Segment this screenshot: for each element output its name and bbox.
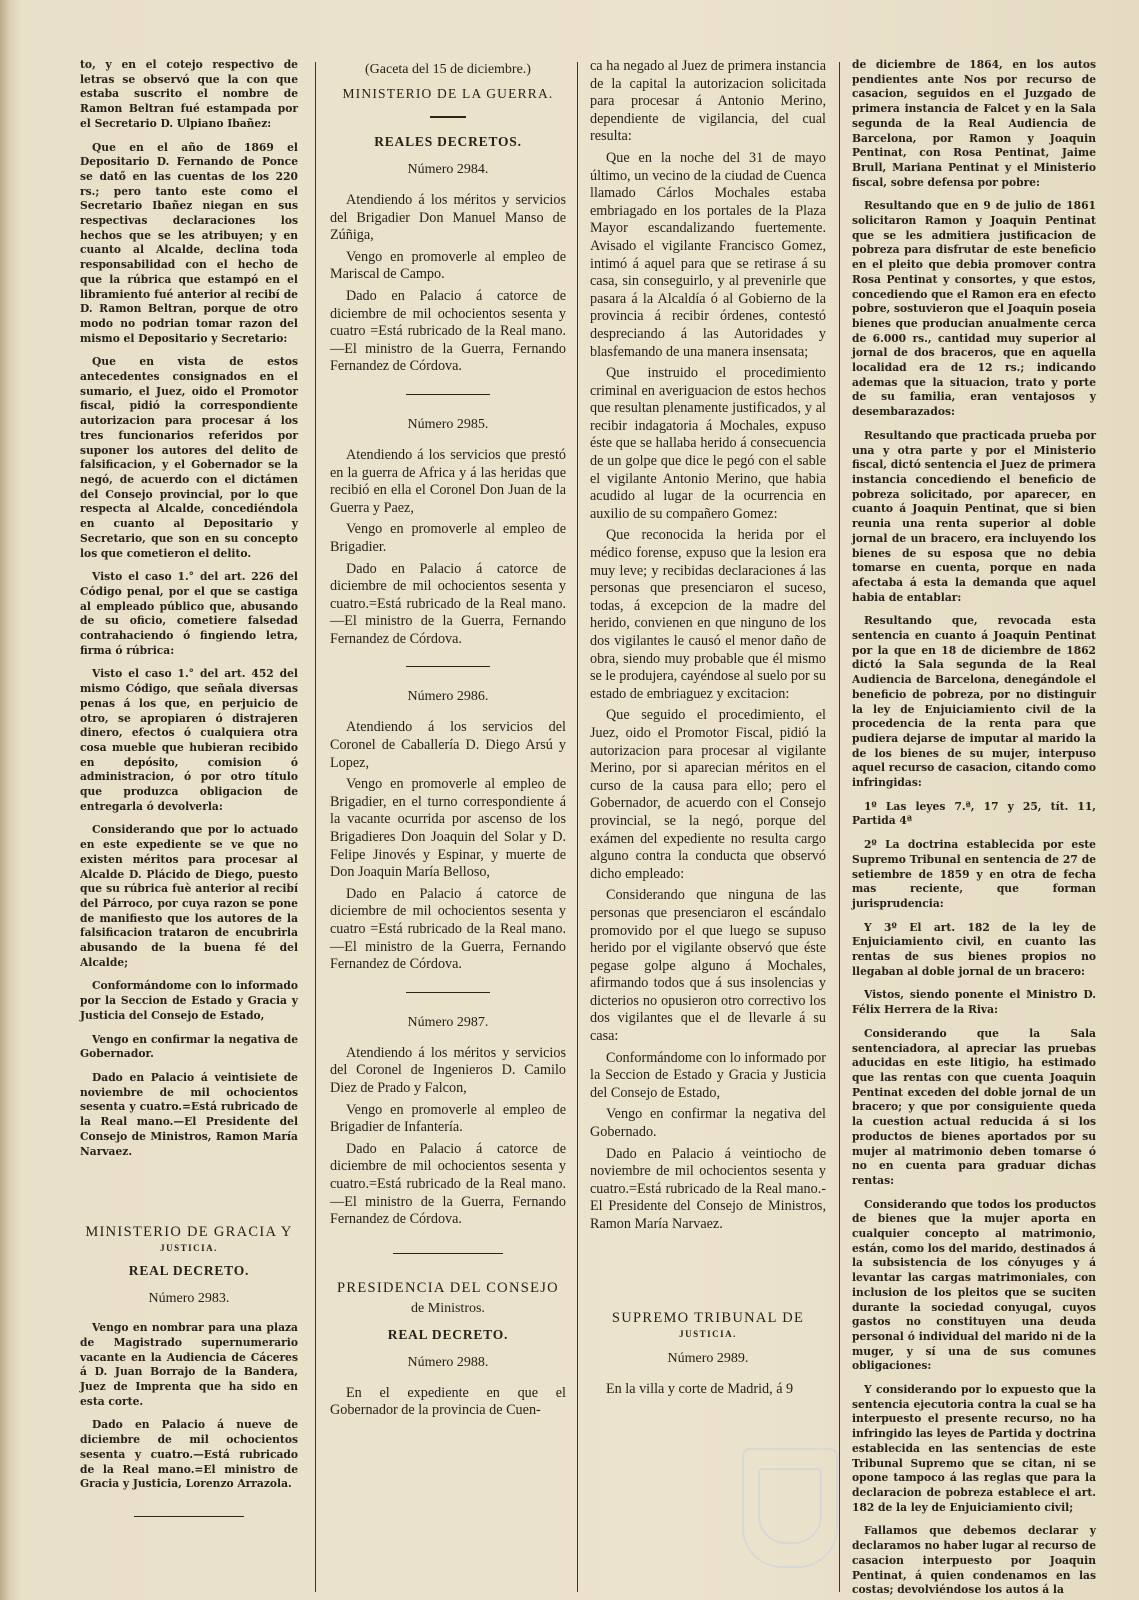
- paragraph: Visto el caso 1.° del art. 452 del mismo Código, que señala diversas penas á los que, en perjuicio de otro, se apropiaren ó distrajeren dinero, efectos ó cualquiera otra cosa mueble que hubieran recibido en depósito, comision ó administracion, ó por otro título que produzca obligacion de entregarla ó devolverla:: [80, 667, 298, 813]
- divider: [406, 992, 490, 993]
- spacer: [80, 1168, 298, 1210]
- gazette-date: de Ministros.: [411, 1300, 485, 1316]
- decree-heading: REALES DECRETOS.: [374, 134, 522, 149]
- divider: [393, 1253, 503, 1254]
- section-heading: SUPREMO TRIBUNAL DE: [611, 1309, 805, 1326]
- column-rule: [839, 62, 840, 1592]
- divider: [134, 1516, 244, 1517]
- paragraph: Atendiendo á los servicios del Coronel de Caballería D. Diego Arsú y Lopez,: [330, 719, 566, 771]
- divider: [406, 394, 490, 395]
- divider: [406, 666, 490, 667]
- paragraph: Vengo en promoverle al empleo de Brigadier.: [330, 521, 566, 555]
- paragraph: Dado en Palacio á catorce de diciembre de mil ochocientos sesenta y cuatro =Está rubricado de la Real mano.—El ministro de la Guerra, Fernando Fernandez de Córdova.: [330, 287, 566, 375]
- paragraph: Considerando que la Sala sentenciadora, al apreciar las pruebas aducidas en este litigio, ha estimado que las rentas con que cuenta Joaquin Pentinat exceden del doble jornal de un bracero; y que por consiguiente queda la cuestion actual reducida á si los productos de bienes aportados por su mujer al matrimonio deben tomarse ó no en cuenta para graduar dichas rentas:: [852, 1026, 1096, 1187]
- paragraph: Conformándome con lo informado por la Seccion de Estado y Gracia y Justicia del Consejo de Estado,: [590, 1049, 826, 1101]
- paragraph: Atendiendo á los méritos y servicios del Coronel de Ingenieros D. Camilo Diez de Prado y Falcon,: [330, 1044, 566, 1096]
- paragraph: Que reconocida la herida por el médico forense, expuso que la lesion era muy leve; y recibidas declaraciones á las personas que presenciaron el suceso, todas, á excepcion de la madre del herido, convienen en que ninguno de los dos vigilantes le causó el menor daño de obra, siendo muy probable que él mismo se le produjera, cayéndose al suelo por su estado de embriaguez y excitacion:: [590, 527, 826, 702]
- column-rule: [315, 62, 316, 1592]
- paragraph: Vengo en confirmar la negativa de Gobernador.: [80, 1032, 298, 1061]
- paragraph: Vengo en nombrar para una plaza de Magistrado supernumerario vacante en la Audiencia de Cáceres á D. Juan Borrajo de la Bandera, Juez de Imprenta que ha sido en esta corte.: [80, 1321, 298, 1408]
- section-heading: MINISTERIO DE LA GUERRA.: [342, 86, 554, 101]
- gazette-date: (Gaceta del 15 de diciembre.): [365, 62, 531, 77]
- column-rule: [577, 62, 578, 1592]
- paragraph: Visto el caso 1.° del art. 226 del Código penal, por el que se castiga al empleado público que, abusando de su oficio, cometiere falsedad contrahaciendo ó fingiendo letra, firma ó rúbrica:: [80, 570, 298, 657]
- paragraph: Dado en Palacio á veintisiete de noviembre de mil ochocientos sesenta y cuatro.=Está rubricado de la Real mano.—El Presidente del Consejo de Ministros, Ramon María Narvaez.: [80, 1071, 298, 1158]
- paragraph: ca ha negado al Juez de primera instancia de la capital la autorizacion solicitada para procesar á Antonio Merino, dependiente de vigilancia, del cual resulta:: [590, 58, 826, 145]
- paragraph: Y 3º El art. 182 de la ley de Enjuiciamiento civil, en cuanto las rentas de sus bienes propios no llegaban al doble jornal de un bracero:: [852, 920, 1096, 978]
- paragraph: Dado en Palacio á catorce de diciembre de mil ochocientos sesenta y cuatro.=Está rubricado de la Real mano.—El ministro de la Guerra, Fernando Fernandez de Córdova.: [330, 560, 566, 647]
- paragraph: Vistos, siendo ponente el Ministro D. Félix Herrera de la Riva:: [852, 988, 1096, 1017]
- library-stamp-watermark: [742, 1448, 838, 1568]
- divider: [430, 116, 466, 118]
- paragraph: Considerando que ninguna de las personas que presenciaron el escándalo promovido por el que luego se supuso herido por el vigilante observó que éste pegase golpe alguno á Mochales, afirmando todos que á sus insolencias y dicterios no opusieron otro correctivo los dos vigilantes que el de llevarle á su casa:: [590, 887, 826, 1045]
- paragraph: Vengo en promoverle al empleo de Mariscal de Campo.: [330, 248, 566, 283]
- decree-number: Número 2983.: [148, 1291, 230, 1307]
- paragraph: Que en la noche del 31 de mayo último, un vecino de la ciudad de Cuenca llamado Cárlos Mochales estaba embriagado en los portales de la Plaza Mayor escandalizando fuertemente. Avisado el vigilante Francisco Gomez, intimó á aquel para que se retirase á su casa, sin conseguirlo, y al prevenirle que pasara á la Alcaldía ó al Gobierno de la provincia á recibir órdenes, contestó despreciando á las Autoridades y blasfemando de una manera insensata;: [590, 149, 826, 360]
- paragraph: 2º La doctrina establecida por este Supremo Tribunal en sentencia de 27 de setiembre de 1859 y en otra de fecha mas reciente, que forman jurisprudencia:: [852, 838, 1096, 910]
- paragraph: to, y en el cotejo respectivo de letras se observó que la con que estaba suscrito el nombre de Ramon Beltran fué estampada por el Secretario D. Ulpiano Ibañez:: [80, 58, 298, 130]
- paragraph: Resultando que practicada prueba por una y otra parte y por el Ministerio fiscal, dictó sentencia el Juez de primera instancia concediendo el beneficio de pobreza solicitado, por aparecer, en cuanto á Joaquin Pentinat, que si bien reunia una renta superior al doble jornal de un bracero, era incluyendo los bienes de su esposa que no debia tomarse en cuenta, porque en nada afectaba á esta la demanda que aquel habia de entablar:: [852, 428, 1096, 604]
- paragraph: Atendiendo á los méritos y servicios del Brigadier Don Manuel Manso de Zúñiga,: [330, 192, 566, 244]
- paragraph: Atendiendo á los servicios que prestó en la guerra de Africa y á las heridas que recibió en ella el Coronel Don Juan de la Guerra y Paez,: [330, 446, 566, 516]
- decree-number: Número 2988.: [407, 1354, 489, 1370]
- paragraph: Que instruido el procedimiento criminal en averiguacion de estos hechos que resultan plenamente justificados, y al recibir indagatoria á Mochales, expuso éste que se hallaba herido á consecuencia de un golpe que dice le pegó con el sable el vigilante Antonio Merino, que habia acudido al lugar de la ocurrencia en auxilio de su compañero Gomez:: [590, 365, 826, 522]
- paragraph: Que seguido el procedimiento, el Juez, oido el Promotor Fiscal, pidió la autorizacion para procesar al vigilante Merino, por si aparecian méritos en el curso de la causa para ello; pero el Gobernador, de acuerdo con el Consejo provincial, se la negó, porque del exámen del expediente no resulta cargo alguno contra la conducta que observó dicho empleado:: [590, 707, 826, 882]
- paragraph: Dado en Palacio á catorce de diciembre de mil ochocientos sesenta y cuatro.=Está rubricado de la Real mano.—El ministro de la Guerra, Fernando Fernandez de Córdova.: [330, 1140, 566, 1228]
- paragraph: Conformándome con lo informado por la Seccion de Estado y Gracia y Justicia del Consejo de Estado,: [80, 979, 298, 1022]
- paragraph: En el expediente en que el Gobernador de la provincia de Cuen-: [330, 1384, 566, 1419]
- paragraph: Que en el año de 1869 el Depositario D. Fernando de Ponce se datő en las cuentas de los 220 rs.; pero tanto este como el Secretario Ibañez niegan en sus respectivas declaraciones los hechos que se les atribuyen; y en cuanto al Alcalde, declina toda responsabilidad con el hecho de que la rúbrica que estampó en el libramiento fué anterior al recibí de D. Ramon Beltran, porque de otro modo no podrian tomar razon del mismo el Depositario y Secretario:: [80, 140, 298, 345]
- decree-number: Número 2989.: [667, 1350, 749, 1366]
- section-heading: MINISTERIO DE GRACIA Y: [85, 1224, 293, 1241]
- decree-heading: REAL DECRETO.: [128, 1263, 250, 1279]
- paragraph: Vengo en promoverle al empleo de Brigadier de Infantería.: [330, 1101, 566, 1136]
- paragraph: Fallamos que debemos declarar y declaramos no haber lugar al recurso de casacion interpuesto por Joaquin Pentinat, á quien condenamos en las costas; devolviéndose los autos á la: [852, 1524, 1096, 1597]
- paragraph: Dado en Palacio á veintiocho de noviembre de mil ochocientos sesenta y cuatro.=Está rubricado de la Real mano.-El Presidente del Consejo de Ministros, Ramon María Narvaez.: [590, 1145, 826, 1232]
- column-2: [330, 58, 566, 1588]
- decree-number: Número 2987.: [407, 1014, 489, 1030]
- paragraph: Resultando que, revocada esta sentencia en cuanto á Joaquin Pentinat por la que en 18 de diciembre de 1862 dictó la Sala segunda de la Real Audiencia de Barcelona, denegándole el beneficio de pobreza, por no distinguir la ley de Enjuiciamiento civil de la procedencia de la renta para que pudiera dejarse de imputar al marido la de los bienes de su mujer, interpuso aquel recurso de casacion, citando como infringidas:: [852, 614, 1096, 790]
- column-1: [80, 58, 298, 1588]
- paragraph: Considerando que todos los productos de bienes que la mujer aporta en cualquier concepto al matrimonio, están, como los del marido, destinados á la subsistencia de los cónyuges y á levantar las cargas matrimoniales, con inclusion de los pleitos que se suciten durante la sociedad conyugal, cuyos gastos no constituyen una deuda personal ó individual del marido ni de la muger, y sí una de sus comunes obligaciones:: [852, 1197, 1096, 1373]
- paragraph: Vengo en confirmar la negativa del Gobernado.: [590, 1106, 826, 1141]
- paragraph: 1º Las leyes 7.ª, 17 y 25, tít. 11, Partida 4ª: [852, 799, 1096, 828]
- column-3: [590, 58, 826, 1588]
- section-subheading: JUSTICIA.: [679, 1328, 737, 1339]
- decree-number: Número 2985.: [407, 416, 489, 432]
- decree-number: Número 2986.: [407, 689, 489, 705]
- spacer: [590, 1238, 826, 1296]
- paragraph: de diciembre de 1864, en los autos pendientes ante Nos por recurso de casacion, seguidos en el Juzgado de primera instancia de Falcet y en la Sala segunda de la Real Audiencia de Barcelona, por Ramon y Joaquin Pentinat, con Rosa Pentinat, Jaime Brull, Mariana Pentinat y el Ministerio fiscal, sobre defensa por pobre:: [852, 58, 1096, 189]
- paragraph: En la villa y corte de Madrid, á 9: [606, 1380, 794, 1397]
- section-subheading: JUSTICIA.: [160, 1243, 218, 1254]
- paragraph: Dado en Palacio á nueve de diciembre de mil ochocientos sesenta y cuatro.—Está rubricado de la Real mano.=El ministro de Gracia y Justicia, Lorenzo Arrazola.: [80, 1418, 298, 1491]
- decree-number: Número 2984.: [407, 162, 489, 177]
- column-4: [852, 58, 1096, 1597]
- decree-heading: REAL DECRETO.: [387, 1326, 509, 1342]
- paragraph: Considerando que por lo actuado en este expediente se ve que no existen méritos para procesar al Alcalde D. Plácido de Diego, puesto que su rúbrica fuè anterior al recibí del Párroco, por cuya razon se pone de manifiesto que los autores de la falsificacion trataron de encubrirla abusando de la buena fé del Alcalde;: [80, 823, 298, 969]
- paragraph: Resultando que en 9 de julio de 1861 solicitaron Ramon y Joaquin Pentinat que se les admitiera justificacion de pobreza para disfrutar de este beneficio en el pleito que debia promover contra Rosa Pentinat y consortes, y que estos, concediendo que el Ramon era en efecto pobre, sostuvieron que el Joaquin poseia bienes que producian anualmente cerca de 6.000 rs., cantidad muy superior al jornal de dos braceros, que en aquella localidad era de 12 rs.; indicando ademas que la situacion, trato y porte de su familia, eran ventajosos y desembarazados:: [852, 199, 1096, 419]
- paragraph: Dado en Palacio á catorce de diciembre de mil ochocientos sesenta y cuatro =Está rubricado de la Real mano.—El ministro de la Guerra, Fernando Fernandez de Córdova.: [330, 885, 566, 973]
- paragraph: Vengo en promoverle al empleo de Brigadier, en el turno correspondiente á la vacante ocurrida por ascenso de los Brigadieres Don Joaquin del Solar y D. Felipe Jinovés y Espinar, y muerte de Don Joaquin María Belloso,: [330, 776, 566, 881]
- paragraph: Y considerando por lo expuesto que la sentencia ejecutoria contra la cual se ha interpuesto el presente recurso, no ha infringido las leyes de Partida y doctrina establecida en las sentencias de este Tribunal Supremo que se citan, ni se opone tampoco á las reglas que para la declaracion de pobreza establece el art. 182 de la ley de Enjuiciamiento civil;: [852, 1383, 1096, 1514]
- paragraph: Que en vista de estos antecedentes consignados en el sumario, el Juez, oido el Promotor fiscal, pidió la correspondiente autorizacion para procesar á los tres funcionarios referidos por suponer los autores del delito de falsificacion, y el Gobernador se la negó, de acuerdo con el dictámen del Consejo provincial, por lo que respecta al Alcalde, concediéndola en cuanto al Depositario y Secretario, que son en su concepto los que cometieron el delito.: [80, 355, 298, 560]
- section-heading: PRESIDENCIA DEL CONSEJO: [337, 1279, 559, 1296]
